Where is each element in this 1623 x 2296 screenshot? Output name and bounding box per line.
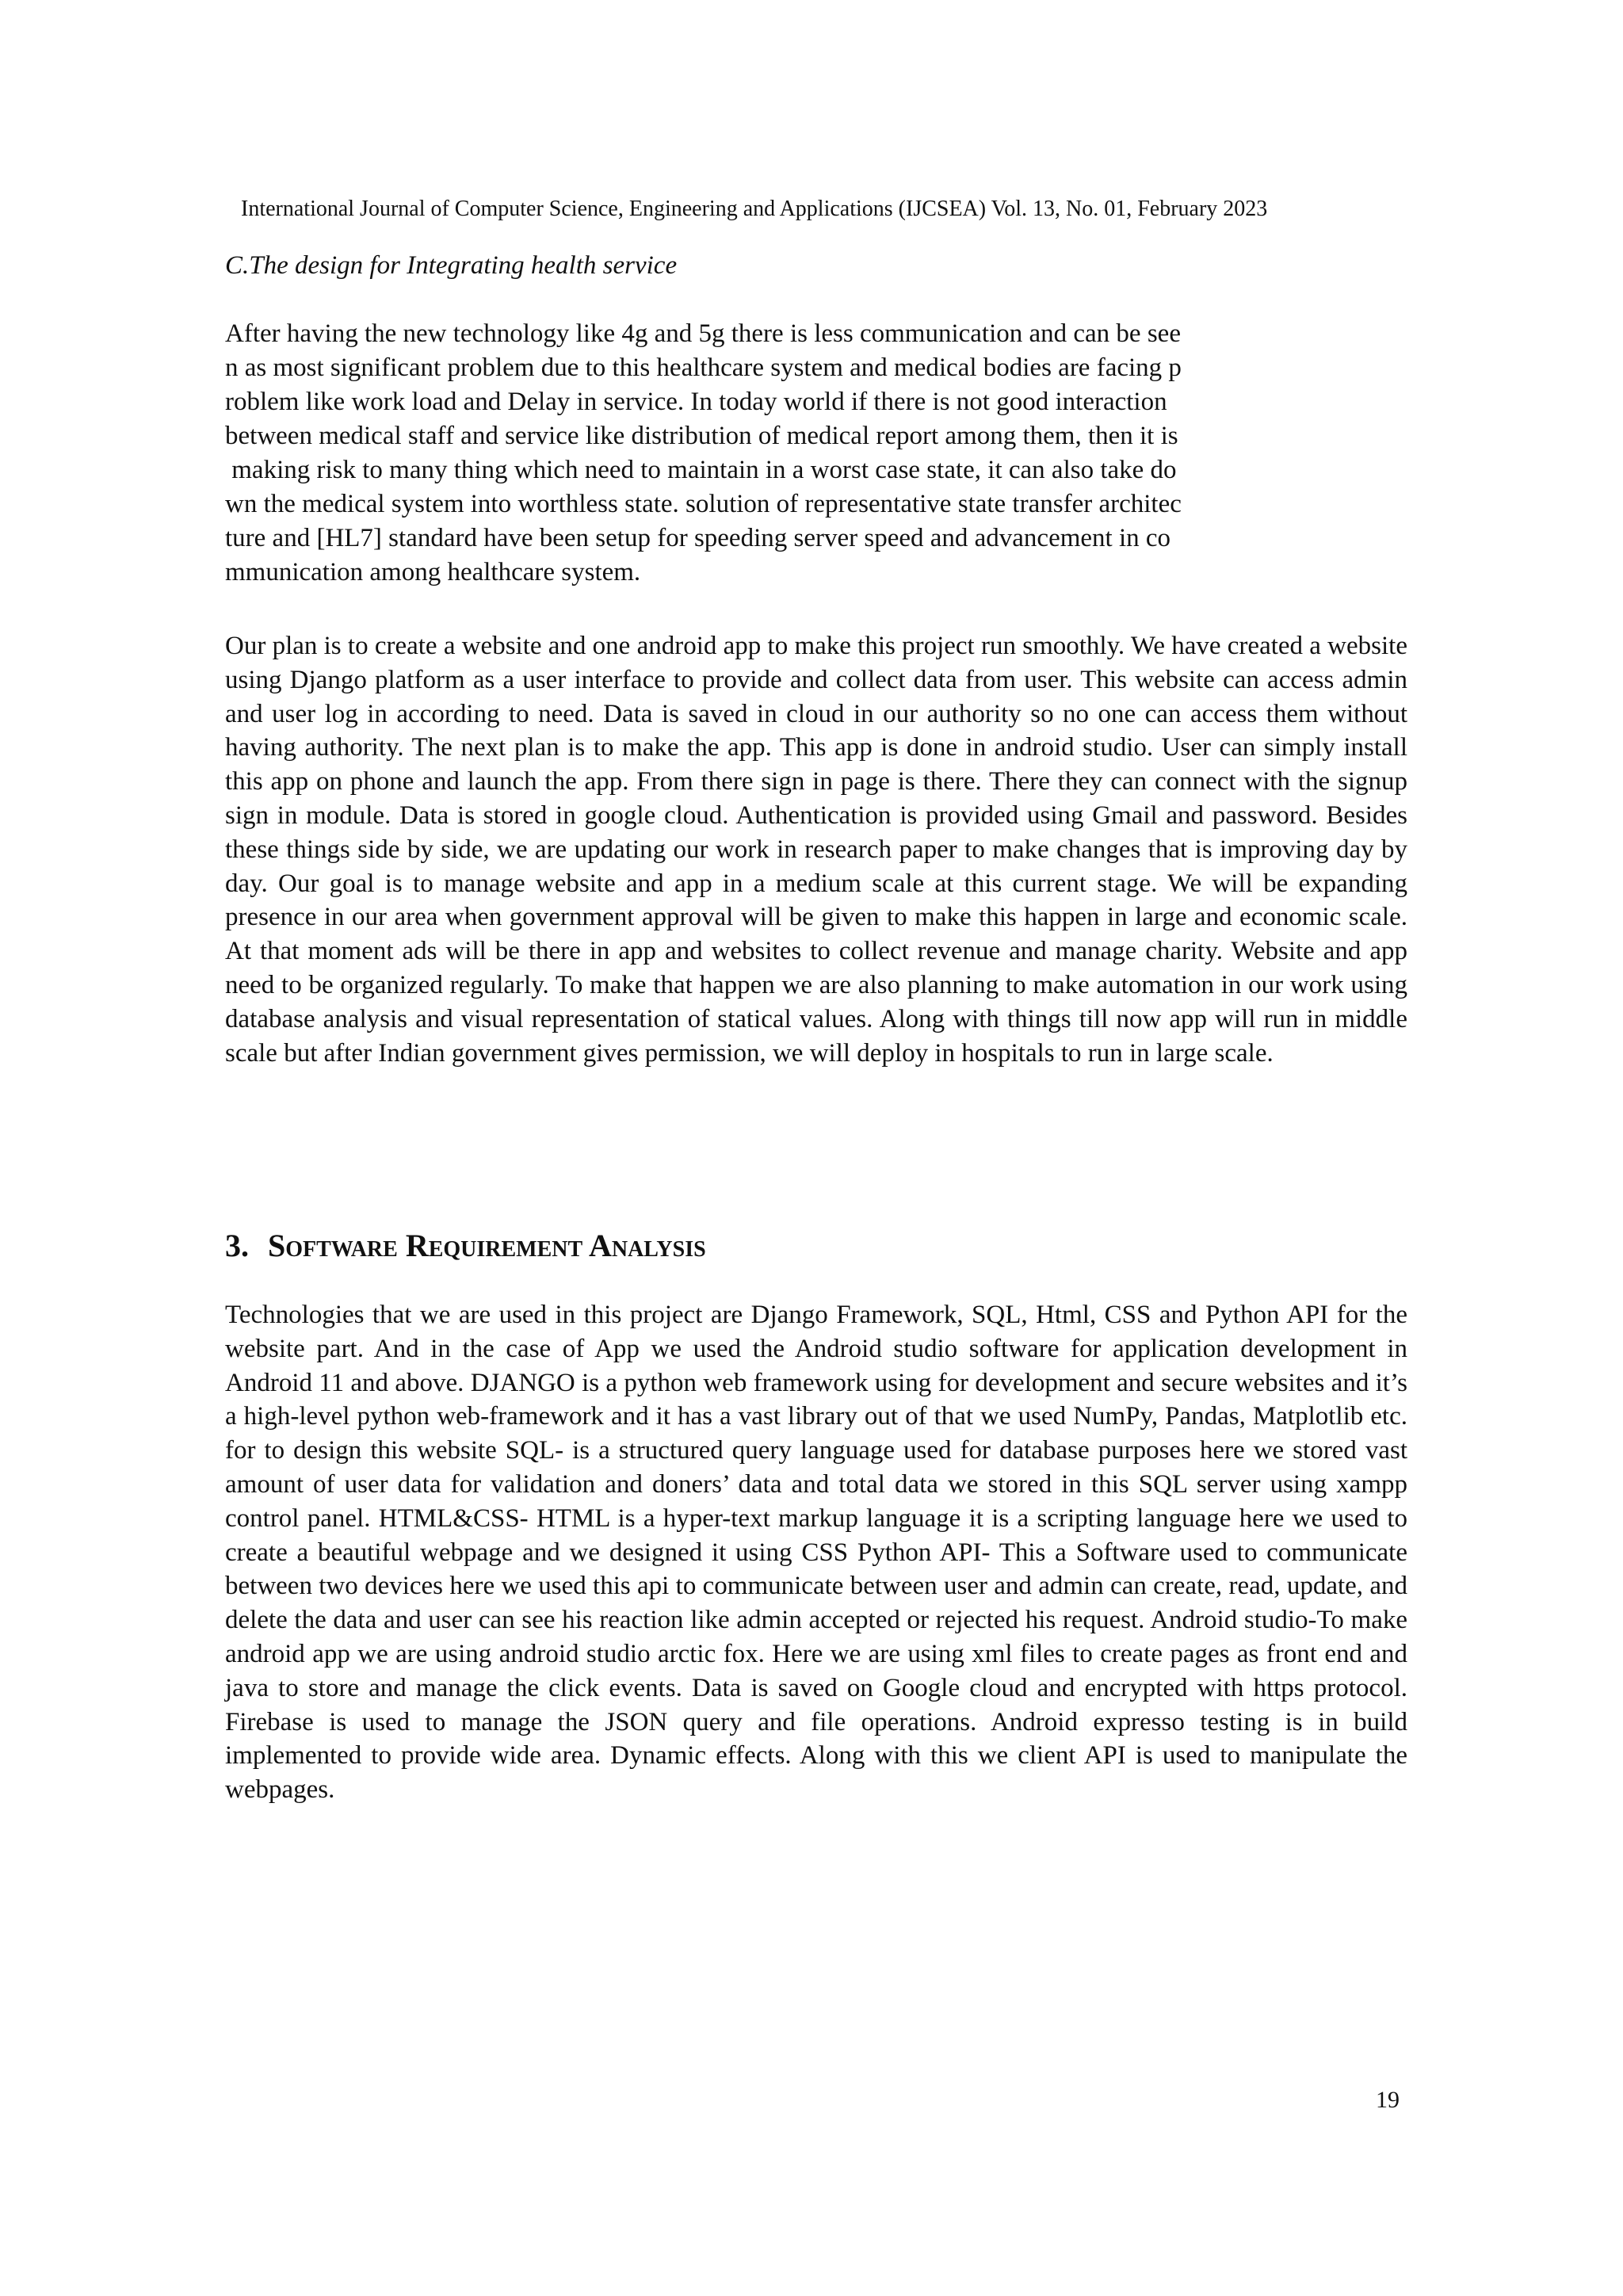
subsection-title: C.The design for Integrating health service <box>225 251 678 280</box>
section-number: 3. <box>225 1228 249 1263</box>
section-title: Software Requirement Analysis <box>268 1228 706 1263</box>
paragraph-software-requirements: Technologies that we are used in this project are Django Framework, SQL, Html, CSS and Python API for the website part. And in the case of App we used the Android studio software for application development in Android 11 and above. DJANGO is a python web framework using for development and secure websites and it’s a high-level python web-framework and it has a vast library out of that we used NumPy, Pandas, Matplotlib etc. for to design this website SQL- is a structured query language used for database purposes here we stored vast amount of user data for validation and doners’ data and total data we stored in this SQL server using xampp control panel. HTML&CSS- HTML is a hyper-text markup language it is a scripting language here we used to create a beautiful webpage and we designed it using CSS Python API- This a Software used to communicate between two devices here we used this api to communicate between user and admin can create, read, update, and delete the data and user can see his reaction like admin accepted or rejected his request. Android studio-To make android app we are using android studio arctic fox. Here we are using xml files to create pages as front end and java to store and manage the click events. Data is saved on Google cloud and encrypted with https protocol. Firebase is used to manage the JSON query and file operations. Android expresso testing is in build implemented to provide wide area. Dynamic effects. Along with this we client API is used to manipulate the webpages. <box>225 1301 1407 1805</box>
paragraph-project-plan: Our plan is to create a website and one android app to make this project run smoothly. We have created a website using Django platform as a user interface to provide and collect data from user. This website can access admin and user log in according to need. Data is saved in cloud in our authority so no one can access them without having authority. The next plan is to make the app. This app is done in android studio. User can simply install this app on phone and launch the app. From there sign in page is there. There they can connect with the signup sign in module. Data is stored in google cloud. Authentication is provided using Gmail and password. Besides these things side by side, we are updating our work in research paper to make changes that is improving day by day. Our goal is to manage website and app in a medium scale at this current stage. We will be expanding presence in our area when government approval will be given to make this happen in large and economic scale. At that moment ads will be there in app and websites to collect revenue and manage charity. Website and app need to be organized regularly. To make that happen we are also planning to make automation in our work using database analysis and visual representation of statical values. Along with things till now app will run in middle scale but after Indian government gives permission, we will deploy in hospitals to run in large scale. <box>225 632 1407 1068</box>
page-number: 19 <box>1376 2087 1400 2113</box>
text-line: n as most significant problem due to this healthcare system and medical bodies are facing p <box>225 353 1182 382</box>
section-heading <box>225 1225 706 1266</box>
text-line: between medical staff and service like distribution of medical report among them, then it is <box>225 422 1178 450</box>
text-line: wn the medical system into worthless state. solution of representative state transfer architec <box>225 490 1182 518</box>
running-header: International Journal of Computer Science, Engineering and Applications (IJCSEA) Vol. 13, No. 01, February 2023 <box>241 197 1268 221</box>
text-line: After having the new technology like 4g and 5g there is less communication and can be see <box>225 319 1181 348</box>
text-line: roblem like work load and Delay in service. In today world if there is not good interaction <box>225 388 1167 416</box>
text-line: mmunication among healthcare system. <box>225 558 641 586</box>
text-line: making risk to many thing which need to maintain in a worst case state, it can also take do <box>225 456 1177 484</box>
paragraph-health-service <box>225 317 1414 590</box>
text-line: ture and [HL7] standard have been setup for speeding server speed and advancement in co <box>225 524 1171 552</box>
